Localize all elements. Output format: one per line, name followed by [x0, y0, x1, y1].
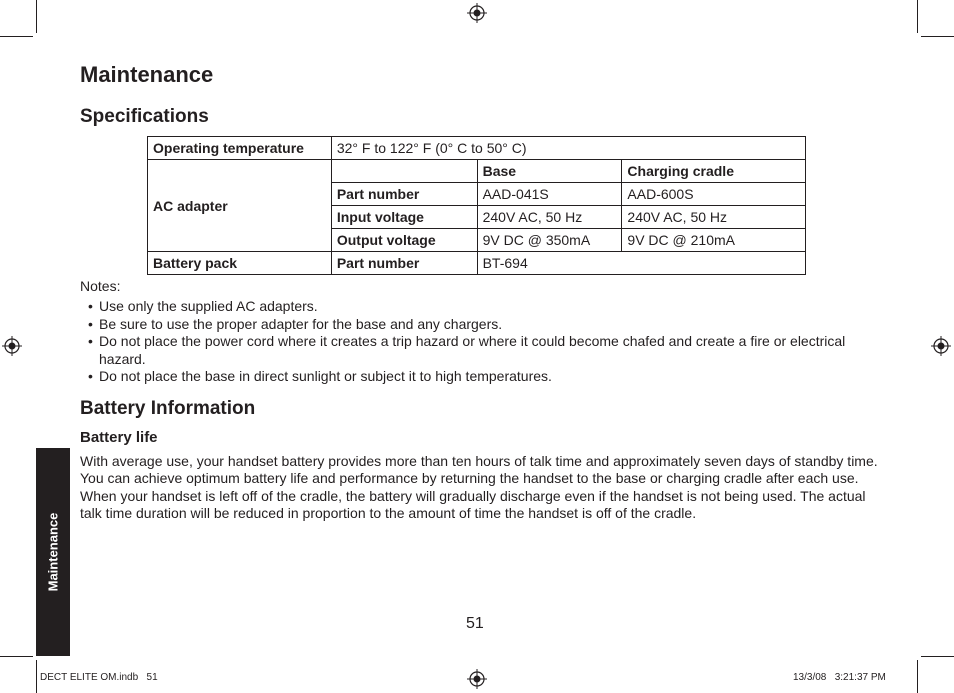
side-tab-label: Maintenance [45, 512, 61, 592]
note-text: Do not place the power cord where it creates a trip hazard or where it could become chafed and create a fire or electrical hazard. [99, 333, 846, 367]
table-cell-value: BT-694 [477, 252, 805, 275]
table-cell-label: Battery pack [148, 252, 332, 275]
table-cell-value: 240V AC, 50 Hz [622, 206, 806, 229]
specifications-table [147, 136, 806, 275]
note-text: Do not place the base in direct sunlight or subject it to high temperatures. [99, 368, 552, 384]
crop-mark-icon [36, 660, 37, 693]
crop-mark-icon [36, 0, 37, 33]
table-cell-value: 240V AC, 50 Hz [477, 206, 622, 229]
battery-life-paragraph: With average use, your handset battery provides more than ten hours of talk time and approximately seven days of standby time. You can achieve optimum battery life and performance by returning the handset to the base or charging cradle after each use. When your handset is left off of the cradle, the battery will gradually discharge even if the handset is not being used. The actual talk time duration will be reduced in proportion to the amount of time the handset is off of the cradle. [80, 453, 878, 521]
crop-mark-icon [921, 36, 954, 37]
section-side-tab [36, 448, 70, 656]
table-cell-empty [331, 160, 477, 183]
list-item [88, 298, 878, 316]
table-cell-label: Part number [331, 252, 477, 275]
crop-mark-icon [0, 36, 33, 37]
note-text: Use only the supplied AC adapters. [99, 298, 318, 314]
table-row [148, 252, 806, 275]
table-cell-value: 9V DC @ 350mA [477, 229, 622, 252]
table-cell-label: AC adapter [148, 160, 332, 252]
footer-file-info: DECT ELITE OM.indb 51 [40, 672, 158, 683]
battery-information-heading: Battery Information [80, 398, 256, 419]
table-cell-label: Part number [331, 183, 477, 206]
table-row [148, 160, 806, 183]
registration-mark-icon [467, 3, 487, 23]
bullet-icon: • [88, 333, 93, 349]
crop-mark-icon [0, 656, 33, 657]
table-cell-value: 32° F to 122° F (0° C to 50° C) [331, 137, 805, 160]
table-cell-value: AAD-041S [477, 183, 622, 206]
page-title: Maintenance [80, 62, 214, 87]
note-text: Be sure to use the proper adapter for the base and any chargers. [99, 315, 503, 332]
table-cell-value: AAD-600S [622, 183, 806, 206]
notes-label: Notes: [80, 278, 121, 294]
list-item [88, 368, 878, 386]
table-cell-label: Input voltage [331, 206, 477, 229]
registration-mark-icon [2, 336, 22, 356]
bullet-icon: • [88, 315, 93, 332]
crop-mark-icon [917, 660, 918, 693]
footer-timestamp: 13/3/08 3:21:37 PM [793, 672, 886, 683]
bullet-icon: • [88, 298, 93, 314]
registration-mark-icon [467, 669, 487, 689]
table-column-header: Charging cradle [622, 160, 806, 183]
bullet-icon: • [88, 368, 93, 384]
table-column-header: Base [477, 160, 622, 183]
specifications-heading: Specifications [80, 106, 209, 127]
page-number: 51 [466, 615, 484, 632]
list-item [88, 316, 878, 334]
table-cell-value: 9V DC @ 210mA [622, 229, 806, 252]
battery-life-subheading: Battery life [80, 429, 158, 446]
notes-list [88, 298, 878, 386]
crop-mark-icon [917, 0, 918, 33]
list-item [88, 333, 878, 368]
registration-mark-icon [931, 336, 951, 356]
crop-mark-icon [921, 656, 954, 657]
table-cell-label: Output voltage [331, 229, 477, 252]
table-cell-label: Operating temperature [148, 137, 332, 160]
table-row [148, 137, 806, 160]
